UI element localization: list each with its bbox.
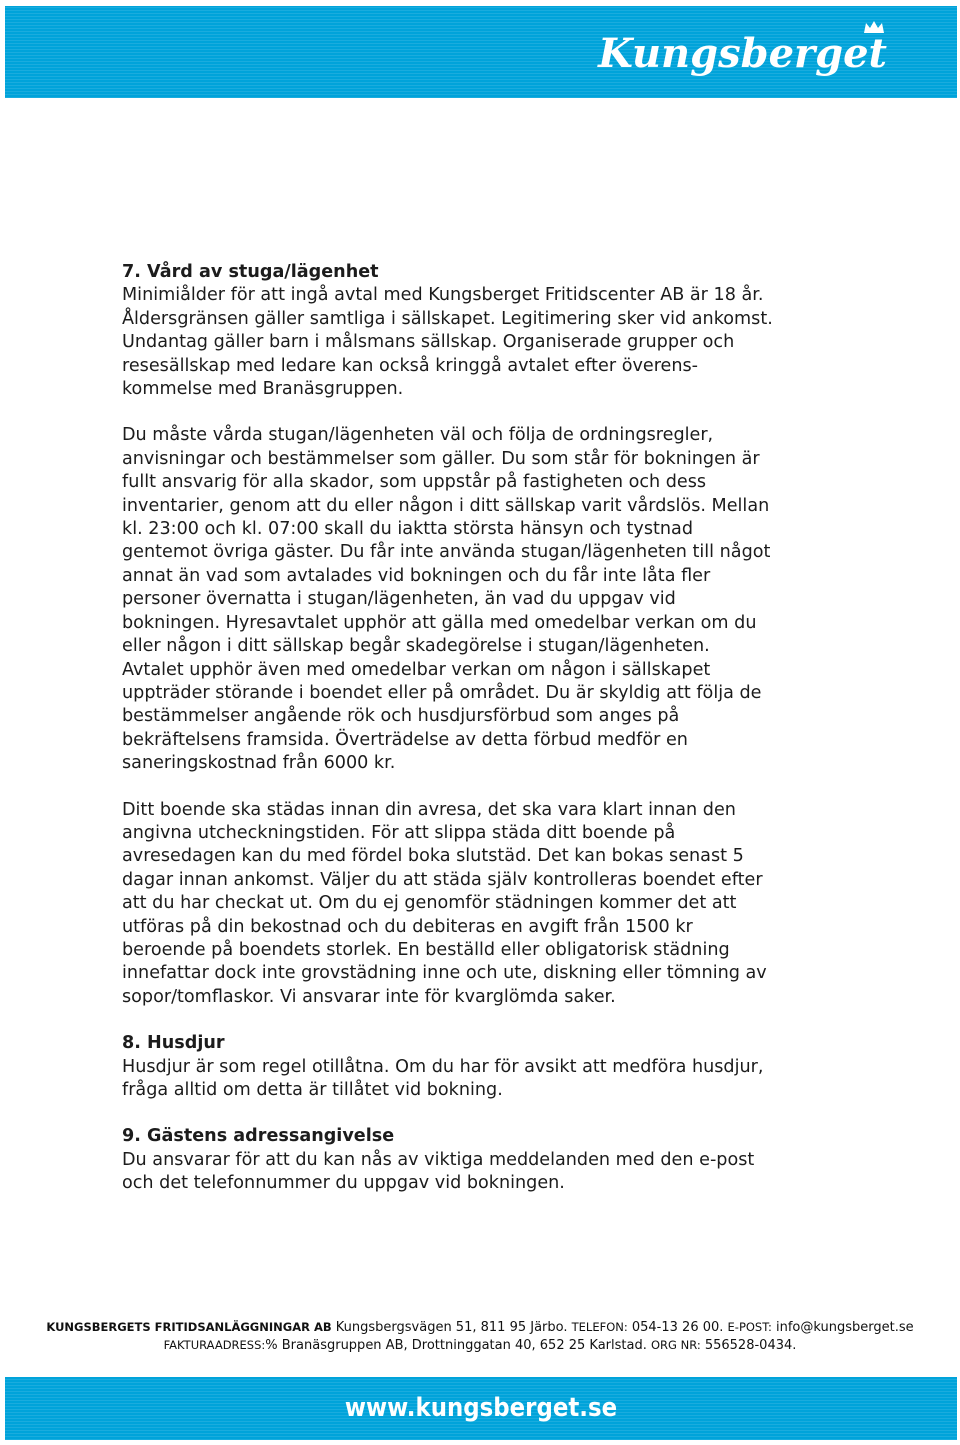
footer-phone-label: TELEFON: — [571, 1320, 628, 1334]
footer-email: info@kungsberget.se — [771, 1320, 914, 1335]
text-line: dagar innan ankomst. Väljer du att städa själv kontrolleras boendet efter — [122, 869, 763, 890]
text-line: kl. 23:00 och kl. 07:00 skall du iaktta största hänsyn och tystnad — [122, 519, 693, 540]
website-address: www.kungsberget.se — [344, 1393, 618, 1423]
text-line: Ditt boende ska städas innan din avresa, det ska vara klart innan den — [122, 799, 736, 820]
section-7-paragraph-2 — [122, 424, 852, 775]
footer-invoice-address: % Branäsgruppen AB, Drottninggatan 40, 652 25 Karlstad. — [265, 1338, 651, 1353]
text-line: Undantag gäller barn i målsmans sällskap. Organiserade grupper och — [122, 332, 735, 353]
section-8-heading: 8. Husdjur — [122, 1033, 225, 1054]
text-line: sopor/tomflaskor. Vi ansvarar inte för kvarglömda saker. — [122, 986, 616, 1007]
section-7-paragraph-1 — [122, 284, 852, 401]
text-line: och det telefonnummer du uppgav vid bokningen. — [122, 1173, 565, 1194]
text-line: Du måste vårda stugan/lägenheten väl och följa de ordningsregler, — [122, 425, 714, 446]
footer-org-number: 556528-0434. — [700, 1338, 797, 1353]
text-line: gentemot övriga gäster. Du får inte använda stugan/lägenheten till något — [122, 542, 771, 563]
text-line: Du ansvarar för att du kan nås av viktiga meddelanden med den e-post — [122, 1149, 755, 1170]
document-body — [122, 261, 852, 1196]
text-line: utföras på din bekostnad och du debiteras en avgift från 1500 kr — [122, 916, 693, 937]
text-line: Åldersgränsen gäller samtliga i sällskapet. Legitimering sker vid ankomst. — [122, 308, 773, 329]
section-7-heading: 7. Vård av stuga/lägenhet — [122, 262, 379, 282]
footer-email-label: E-POST: — [727, 1320, 772, 1334]
text-line: anvisningar och bestämmelser som gäller. Du som står för bokningen är — [122, 448, 760, 469]
text-line: personer övernatta i stugan/lägenheten, än vad du uppgav vid — [122, 589, 676, 610]
footer-phone: 054-13 26 00. — [627, 1320, 728, 1335]
text-line: Avtalet upphör även med omedelbar verkan om någon i sällskapet — [122, 659, 711, 680]
text-line: angivna utcheckningstiden. För att slippa städa ditt boende på — [122, 822, 676, 843]
footer-invoice-label: FAKTURAADRESS: — [163, 1338, 266, 1352]
footer-company: KUNGSBERGETS FRITIDSANLÄGGNINGAR AB — [46, 1320, 332, 1334]
text-line: avresedagen kan du med fördel boka slutstäd. Det kan bokas senast 5 — [122, 846, 744, 867]
text-line: bestämmelser angående rök och husdjursförbud som anges på — [122, 706, 680, 727]
text-line: uppträder störande i boendet eller på området. Du är skyldig att följa de — [122, 682, 762, 703]
text-line: saneringskostnad från 6000 kr. — [122, 753, 396, 774]
text-line: att du har checkat ut. Om du ej genomför städningen kommer det att — [122, 893, 737, 914]
footer-line-invoice — [0, 1336, 960, 1355]
text-line: eller någon i ditt sällskap begår skadegörelse i stugan/lägenheten. — [122, 636, 710, 657]
text-line: inventarier, genom att du eller någon i ditt sällskap varit vårdslös. Mellan — [122, 495, 770, 516]
footer-line-company — [0, 1318, 960, 1337]
section-7-paragraph-3 — [122, 799, 852, 1010]
text-line: kommelse med Branäsgruppen. — [122, 379, 404, 400]
section-8-paragraph — [122, 1056, 852, 1103]
footer-address: Kungsbergsvägen 51, 811 95 Järbo. — [331, 1320, 572, 1335]
text-line: annat än vad som avtalades vid bokningen och du får inte låta fler — [122, 565, 711, 586]
text-line: Minimiålder för att ingå avtal med Kungsberget Fritidscenter AB är 18 år. — [122, 285, 764, 306]
footer-org-label: ORG NR: — [650, 1338, 701, 1352]
footer-banner — [5, 1377, 957, 1440]
text-line: beroende på boendets storlek. En beställd eller obligatorisk städning — [122, 939, 730, 960]
section-9-paragraph — [122, 1149, 852, 1196]
text-line: fråga alltid om detta är tillåtet vid bokning. — [122, 1080, 503, 1100]
kungsberget-logo: Kungsberget — [598, 30, 887, 77]
text-line: Husdjur är som regel otillåtna. Om du har för avsikt att medföra husdjur, — [122, 1056, 764, 1077]
text-line: innefattar dock inte grovstädning inne och ute, diskning eller tömning av — [122, 963, 767, 984]
text-line: resesällskap med ledare kan också kringgå avtalet efter överens- — [122, 355, 699, 376]
text-line: bekräftelsens framsida. Överträdelse av detta förbud medför en — [122, 729, 688, 750]
header-banner — [5, 6, 957, 98]
section-9-heading: 9. Gästens adressangivelse — [122, 1126, 395, 1147]
text-line: fullt ansvarig för alla skador, som uppstår på fastigheten och dess — [122, 472, 707, 493]
text-line: bokningen. Hyresavtalet upphör att gälla med omedelbar verkan om du — [122, 612, 757, 633]
